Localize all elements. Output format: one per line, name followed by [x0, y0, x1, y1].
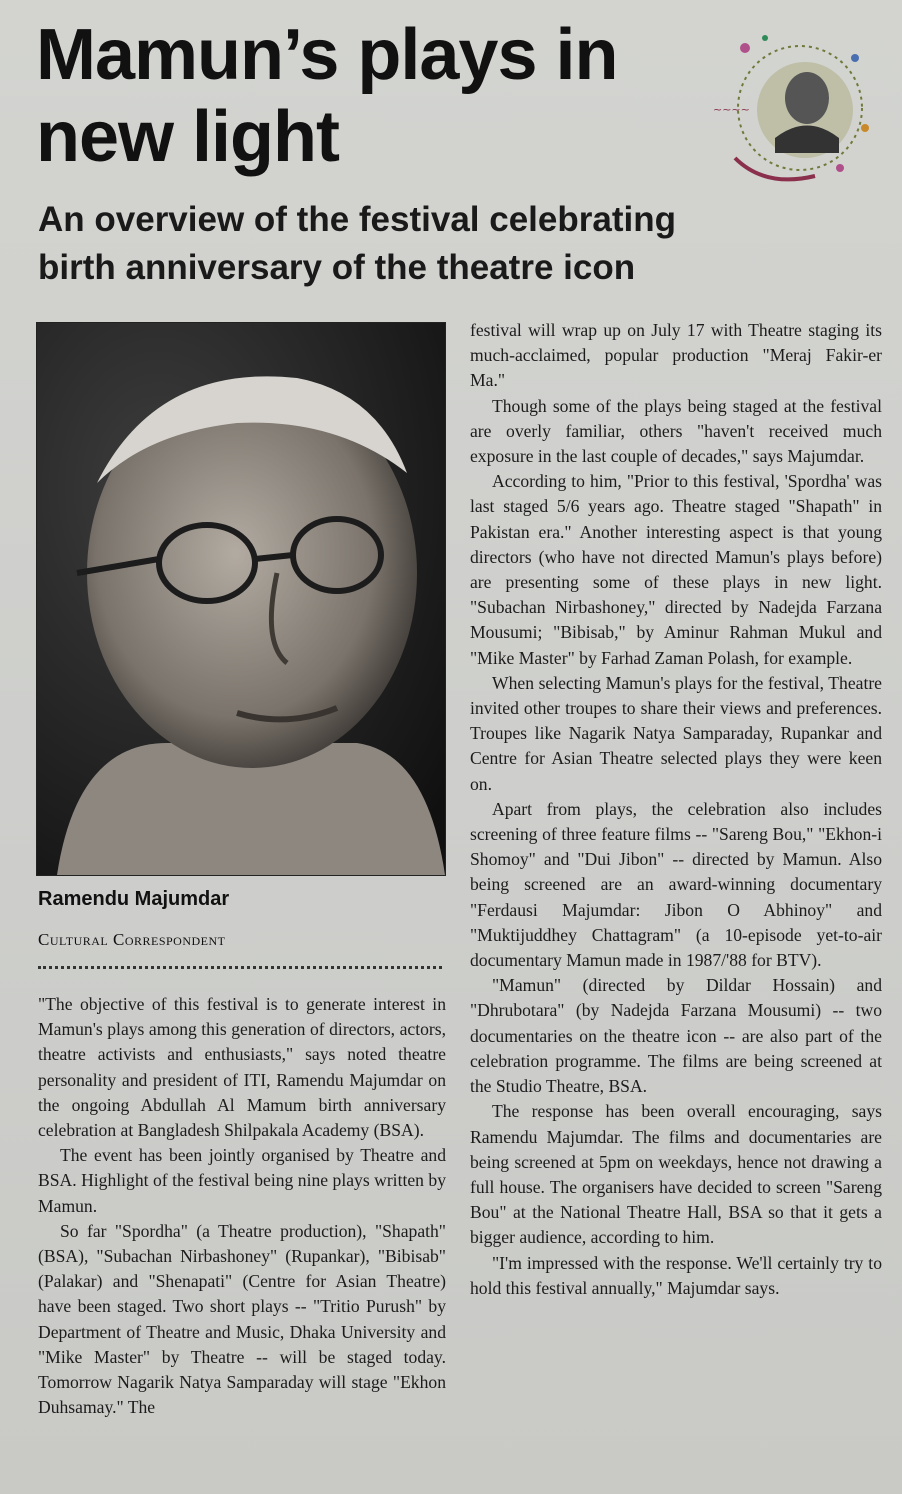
headline: Mamun’s plays in new light	[36, 15, 618, 177]
festival-emblem-logo	[705, 18, 885, 198]
byline: Cultural Correspondent	[38, 930, 226, 949]
paragraph: "I'm impressed with the response. We'll certainly try to hold this festival annually," Majumdar says.	[470, 1252, 882, 1298]
paragraph: So far "Spordha" (a Theatre production), "Shapath" (BSA), "Subachan Nirbashoney" (Rupankar), "Bibisab" (Palakar) and "Shenapati" (Centre for Asian Theatre) have been staged. Two short plays -- "Tritio Purush" by Department of Theatre and Music, Dhaka University and "Mike Master" by Theatre -- will be staged today. Tomorrow Nagarik Natya Samparaday will stage "Ekhon Duhsamay." The	[38, 1220, 446, 1418]
paragraph: The response has been overall encouraging, says Ramendu Majumdar. The films and documentaries are being screened at 5pm on weekdays, hence not drawing a full house. The organisers have decided to screen "Sareng Bou" at the National Theatre Hall, BSA so that it gets a bigger audience, according to him.	[470, 1101, 882, 1248]
paragraph: The event has been jointly organised by Theatre and BSA. Highlight of the festival being nine plays written by Mamun.	[38, 1145, 446, 1216]
photo-caption: Ramendu Majumdar	[38, 888, 230, 910]
svg-text:~~~~: ~~~~	[713, 103, 750, 116]
paragraph: According to him, "Prior to this festival, 'Spordha' was last staged 5/6 years ago. Theatre staged "Shapath" in Pakistan era." Another interesting aspect is that young directors (who have not directed Mamun's plays before) are presenting some of these plays in new light. "Subachan Nirbashoney," directed by Nadejda Farzana Mousumi; "Bibisab," by Aminur Rahman Mukul and "Mike Master" by Farhad Zaman Polash, for example.	[470, 471, 882, 668]
paragraph: "The objective of this festival is to generate interest in Mamun's plays among this generation of directors, actors, theatre activists and enthusiasts," says noted theatre personality and president of ITI, Ramendu Majumdar on the ongoing Abdullah Al Mamum birth anniversary celebration at Bangladesh Shilpakala Academy (BSA).	[38, 994, 446, 1141]
paragraph: "Mamun" (directed by Dildar Hossain) and "Dhrubotara" (by Nadejda Farzana Mousumi) -- two documentaries on the theatre icon -- are also part of the celebration programme. The films are being screened at the Studio Theatre, BSA.	[470, 975, 882, 1097]
article-column-right	[470, 318, 882, 1301]
subheadline: An overview of the festival celebrating birth anniversary of the theatre icon	[38, 200, 676, 287]
paragraph: Apart from plays, the celebration also includes screening of three feature films -- "Sareng Bou," "Ekhon-i Shomoy" and "Dui Jibon" -- directed by Mamun. Also being screened are an award-winning documentary "Ferdausi Majumdar: Jibon O Abhinoy" and "Muktijuddhey Chattagram" (a 10-episode yet-to-air documentary Mamun made in 1987/'88 for BTV).	[470, 798, 882, 971]
dotted-divider	[38, 966, 442, 969]
portrait-photo	[36, 322, 446, 876]
paragraph: festival will wrap up on July 17 with Theatre staging its much-acclaimed, popular production "Meraj Fakir-er Ma."	[470, 320, 882, 391]
paragraph: Though some of the plays being staged at the festival are overly familiar, others "haven't received much exposure in the last couple of decades," says Majumdar.	[470, 395, 882, 467]
paragraph: When selecting Mamun's plays for the festival, Theatre invited other troupes to share their views and preferences. Troupes like Nagarik Natya Samparaday, Rupankar and Centre for Asian Theatre selected plays they were keen on.	[470, 672, 882, 794]
article-column-left	[38, 992, 446, 1420]
